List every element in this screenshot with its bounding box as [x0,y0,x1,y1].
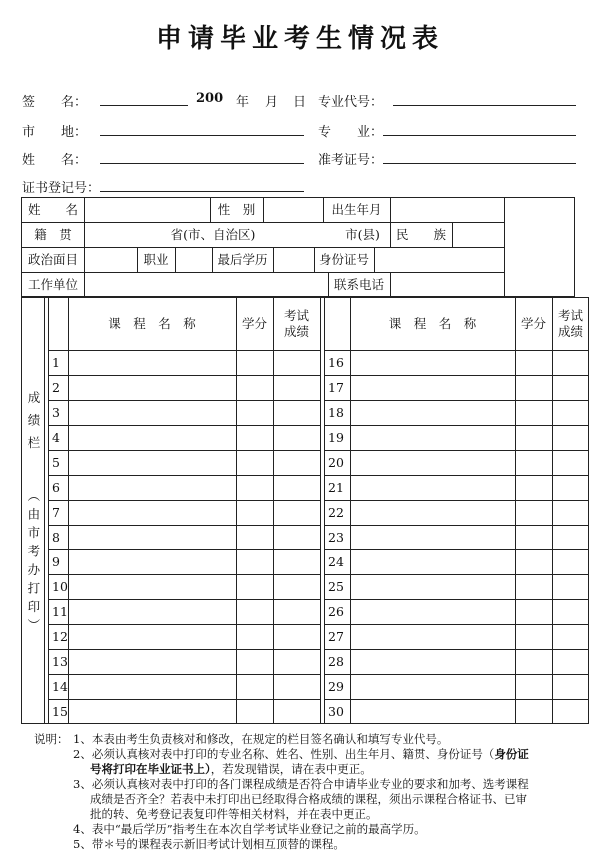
left-row-number: 6 [52,479,60,495]
right-row-number: 19 [328,429,344,445]
left-row-number: 9 [52,553,60,569]
note-5: 5、带＊号的课程表示新旧考试计划相互顶替的课程。 [73,837,345,851]
right-row-number: 16 [328,354,344,370]
info-native-label: 籍 贯 [34,227,72,243]
left-row-number: 14 [52,678,68,694]
right-row-number: 21 [328,479,344,495]
right-row-number: 25 [328,578,344,594]
note-1: 1、本表由考生负责核对和修改，在规定的栏目签名确认和填写专业代号。 [73,732,449,746]
note-3-cont-2: 批的转、免考登记表复印件等相关材料，并在表中更正。 [90,807,378,821]
left-row-number: 5 [52,454,60,470]
page-title: 申请毕业考生情况表 [155,24,444,54]
day-label: 日 [293,95,307,110]
right-row-number: 23 [328,529,344,545]
left-row-number: 2 [52,379,60,395]
right-row-number: 26 [328,603,344,619]
info-job-label: 职业 [143,252,169,268]
right-row-number: 30 [328,703,344,719]
major-field[interactable] [383,135,576,136]
left-score-header: 考试成绩 [283,308,309,339]
left-row-number: 3 [52,404,60,420]
right-row-number: 20 [328,454,344,470]
right-row-number: 22 [328,504,344,520]
right-row-number: 17 [328,379,344,395]
right-credit-header: 学分 [520,316,546,332]
right-score-header: 考试成绩 [557,308,583,339]
info-political-label: 政治面目 [27,252,78,268]
major-code-field[interactable] [393,105,576,106]
cert-reg-label: 证书登记号： [22,181,101,196]
left-row-number: 12 [52,628,68,644]
left-row-number: 8 [52,529,60,545]
month-label: 月 [265,95,279,110]
info-education-label: 最后学历 [217,252,268,268]
info-phone-label: 联系电话 [333,277,384,293]
left-row-number: 13 [52,653,68,669]
left-row-number: 15 [52,703,68,719]
exam-no-field[interactable] [383,163,576,164]
left-credit-header: 学分 [241,316,267,332]
right-row-number: 24 [328,553,344,569]
right-course-header: 课 程 名 称 [388,316,477,332]
sign-field[interactable] [100,105,188,106]
info-county-label: 市(县) [345,227,380,243]
right-row-number: 27 [328,628,344,644]
note-4: 4、表中“最后学历”指考生在本次自学考试毕业登记之前的最高学历。 [73,822,426,836]
exam-no-label: 准考证号： [318,153,384,168]
left-row-number: 4 [52,429,60,445]
left-row-number: 11 [52,603,68,619]
left-row-number: 1 [52,354,60,370]
year-prefix: 200 [196,91,224,106]
year-label: 年 [236,95,250,110]
note-3-cont-1: 成绩是否齐全？若表中未打印出已经取得合格成绩的课程，须出示课程合格证书、已审 [90,792,527,806]
note-2: 2、必须认真核对表中打印的专业名称、姓名、性别、出生年月、籍贯、身份证号（身份证 [73,747,529,761]
sign-label: 签 名： [22,95,88,110]
left-row-number: 10 [52,578,68,594]
info-name-label: 姓 名 [27,202,78,218]
right-row-number: 28 [328,653,344,669]
grades-side-label: 成绩栏 [26,391,41,459]
info-province-label: 省(市、自治区) [170,227,256,243]
note-3: 3、必须认真核对表中打印的各门课程成绩是否符合申请毕业专业的要求和加考、选考课程 [73,777,529,791]
info-ethnic-label: 民 族 [395,227,446,243]
left-course-header: 课 程 名 称 [108,316,196,332]
major-code-label: 专业代号： [318,95,384,110]
info-birth-label: 出生年月 [331,202,382,218]
left-row-number: 7 [52,504,60,520]
notes-prefix: 说明： [34,732,69,746]
info-work-unit-label: 工作单位 [27,277,78,293]
note-2-cont: 号将打印在毕业证书上），若发现错误，请在表中更正。 [90,762,372,776]
major-label: 专 业： [318,125,384,140]
right-row-number: 29 [328,678,344,694]
grades-side-note: （由市考办打印） [25,489,41,637]
right-row-number: 18 [328,404,344,420]
info-id-label: 身份证号 [318,252,369,268]
name-field[interactable] [100,163,304,164]
cert-reg-field[interactable] [100,191,304,192]
name-label: 姓 名： [22,153,88,168]
info-gender-label: 性 别 [217,202,256,218]
city-label: 市 地： [22,125,88,140]
city-field[interactable] [100,135,304,136]
